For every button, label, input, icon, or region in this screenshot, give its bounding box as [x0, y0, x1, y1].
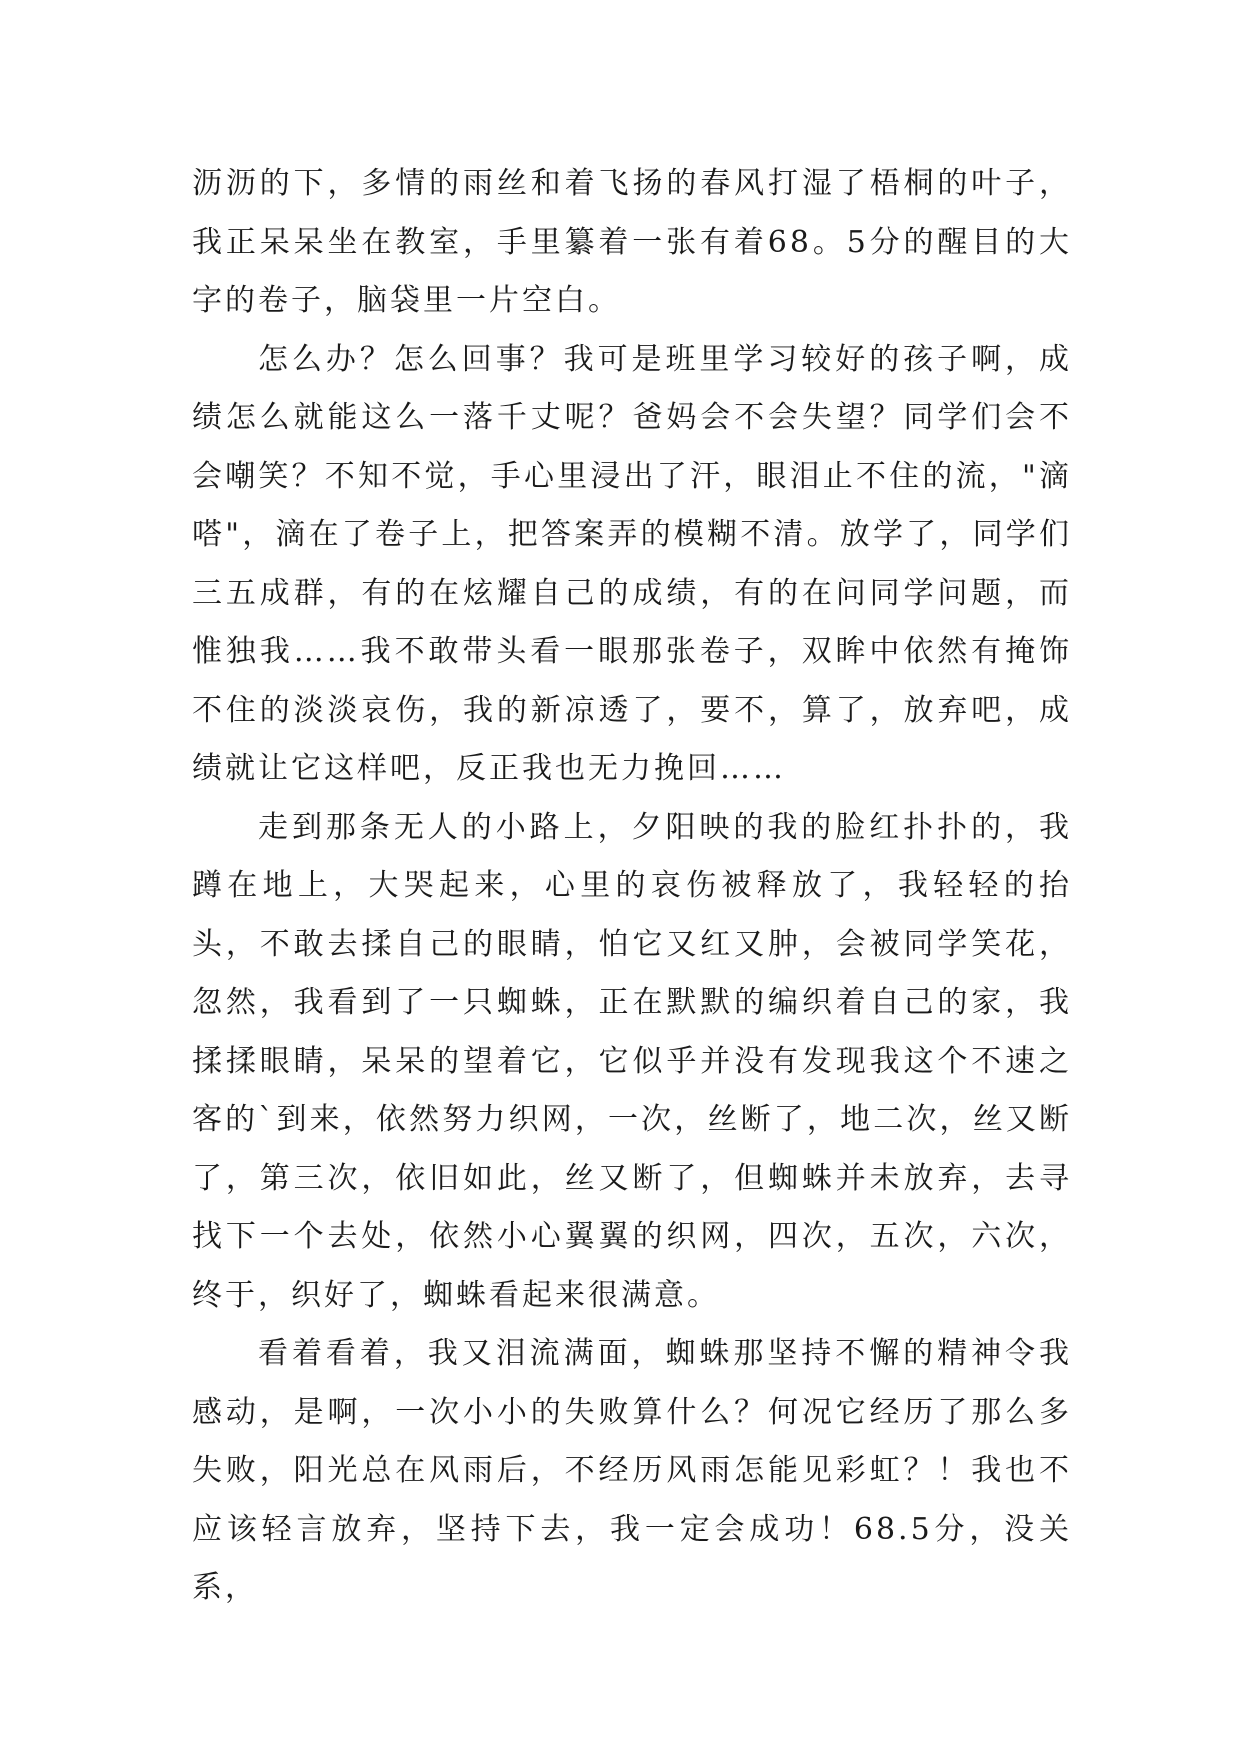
paragraph-2: 怎么办？怎么回事？我可是班里学习较好的孩子啊，成绩怎么就能这么一落千丈呢？爸妈会不会失望？同学们会不会嘲笑？不知不觉，手心里浸出了汗，眼泪止不住的流，"滴嗒"，滴在了卷子上，把答案弄的模糊不清。放学了，同学们三五成群，有的在炫耀自己的成绩，有的在问同学问题，而惟独我……我不敢带头看一眼那张卷子，双眸中依然有掩饰不住的淡淡哀伤，我的新凉透了，要不，算了，放弃吧，成绩就让它这样吧，反正我也无力挽回…… [192, 341, 1072, 786]
paragraph-4: 看着看着，我又泪流满面，蜘蛛那坚持不懈的精神令我感动，是啊，一次小小的失败算什么？何况它经历了那么多失败，阳光总在风雨后，不经历风雨怎能见彩虹？！我也不应该轻言放弃，坚持下去，我一定会成功！68.5分，没关系， [192, 1336, 1072, 1605]
paragraph-1: 沥沥的下，多情的雨丝和着飞扬的春风打湿了梧桐的叶子，我正呆呆坐在教室，手里纂着一张有着68。5分的醒目的大字的卷子，脑袋里一片空白。 [192, 166, 1072, 318]
paragraph-3: 走到那条无人的小路上，夕阳映的我的脸红扑扑的，我蹲在地上，大哭起来，心里的哀伤被释放了，我轻轻的抬头，不敢去揉自己的眼睛，怕它又红又肿，会被同学笑花，忽然，我看到了一只蜘蛛，正在默默的编织着自己的家，我揉揉眼睛，呆呆的望着它，它似乎并没有发现我这个不速之客的`到来，依然努力织网，一次，丝断了，地二次，丝又断了，第三次，依旧如此，丝又断了，但蜘蛛并未放弃，去寻找下一个去处，依然小心翼翼的织网，四次，五次，六次，终于，织好了，蜘蛛看起来很满意。 [192, 809, 1072, 1313]
document-page [192, 155, 1072, 1618]
